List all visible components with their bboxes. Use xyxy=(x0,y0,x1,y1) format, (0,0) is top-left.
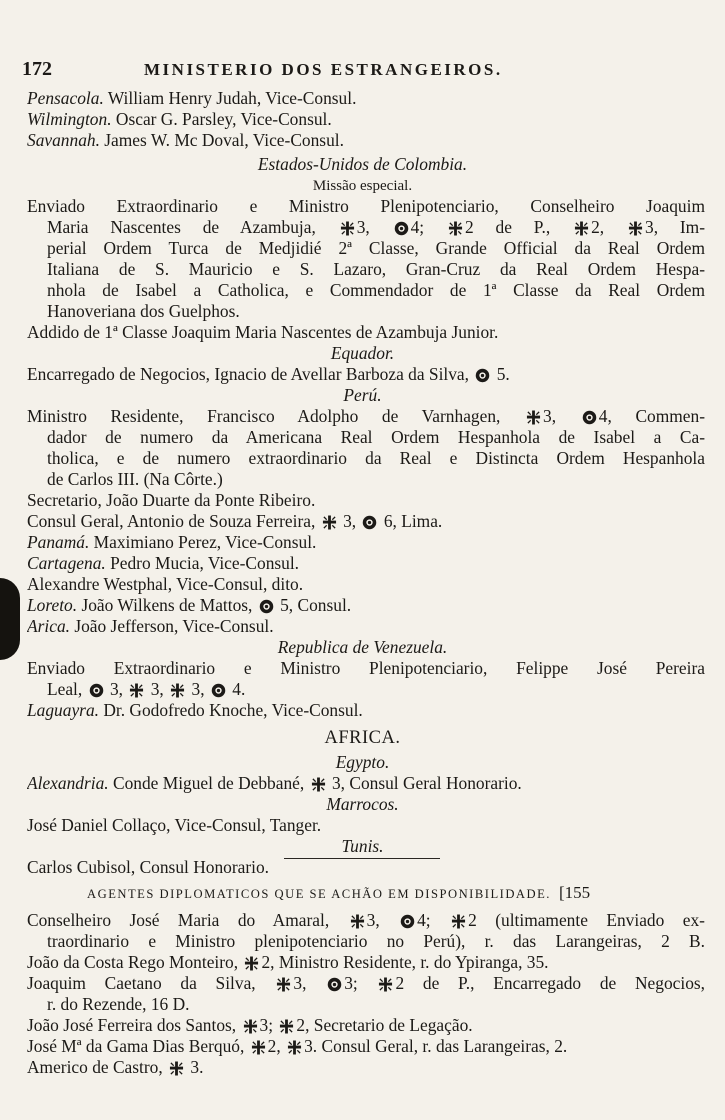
entry-line: Secretario, João Duarte da Ponte Ribeiro. xyxy=(27,490,316,510)
entry-line: perial Ordem Turca de Medjidié 2ª Classe, Grande Official da Real Ordem xyxy=(47,238,705,258)
section-heading: Egypto. xyxy=(335,752,390,772)
cross-order-icon xyxy=(322,515,337,530)
section-heading: Tunis. xyxy=(341,836,384,856)
entry-line: João da Costa Rego Monteiro, 2, Ministro Residente, r. do Ypiranga, 35. xyxy=(27,952,549,972)
cross-order-icon xyxy=(169,1061,184,1076)
section-heading: Republica de Venezuela. xyxy=(277,637,448,657)
star-order-icon xyxy=(211,683,226,698)
section-rule xyxy=(284,858,440,859)
section-heading: Estados-Unidos de Colombia. xyxy=(257,154,468,174)
section-heading: Equador. xyxy=(330,343,395,363)
entry-line: João José Ferreira dos Santos, 3; 2, Secretario de Legação. xyxy=(27,1015,473,1035)
entry-line: Conselheiro José Maria do Amaral, 3, 4; 2 (ultimamente Enviado ex- xyxy=(27,910,705,930)
star-order-icon xyxy=(327,977,342,992)
star-order-icon xyxy=(89,683,104,698)
entry-line: Ministro Residente, Francisco Adolpho de Varnhagen, 3, 4, Commen- xyxy=(27,406,705,426)
entry-line: José Mª da Gama Dias Berquó, 2, 3. Consul Geral, r. das Larangeiras, 2. xyxy=(27,1036,568,1056)
cross-order-icon xyxy=(244,956,259,971)
entry-line: Cartagena. Pedro Mucia, Vice-Consul. xyxy=(27,553,300,573)
entry-line: José Daniel Collaço, Vice-Consul, Tanger. xyxy=(27,815,322,835)
cross-order-icon xyxy=(279,1019,294,1034)
star-order-icon xyxy=(475,368,490,383)
cross-order-icon xyxy=(350,914,365,929)
entry-line: Americo de Castro, 3. xyxy=(27,1057,204,1077)
entry-line: Hanoveriana dos Guelphos. xyxy=(47,301,240,321)
entry-line: Wilmington. Oscar G. Parsley, Vice-Consul. xyxy=(27,109,332,129)
cross-order-icon xyxy=(448,221,463,236)
entry-line: tholica, e de numero extraordinario da Real e Distincta Ordem Hespanhola xyxy=(47,448,705,468)
entry-line: dador de numero da Americana Real Ordem Hespanhola de Isabel a Ca- xyxy=(47,427,705,447)
page-ref: [155 xyxy=(558,883,591,902)
entry-line: Laguayra. Dr. Godofredo Knoche, Vice-Consul. xyxy=(27,700,363,720)
entry-line: Loreto. João Wilkens de Mattos, 5, Consul. xyxy=(27,595,352,615)
entry-line: Carlos Cubisol, Consul Honorario. xyxy=(27,857,270,877)
cross-order-icon xyxy=(311,777,326,792)
cross-order-icon xyxy=(129,683,144,698)
page-number: 172 xyxy=(22,58,52,80)
entry-line: Addido de 1ª Classe Joaquim Maria Nascentes de Azambuja Junior. xyxy=(27,322,499,342)
star-order-icon xyxy=(400,914,415,929)
cross-order-icon xyxy=(287,1040,302,1055)
entry-line: Pensacola. William Henry Judah, Vice-Consul. xyxy=(27,88,357,108)
entry-line: nhola de Isabel a Catholica, e Commendador de 1ª Classe da Real Ordem xyxy=(47,280,705,300)
cross-order-icon xyxy=(378,977,393,992)
entry-line: Arica. João Jefferson, Vice-Consul. xyxy=(27,616,274,636)
cross-order-icon xyxy=(628,221,643,236)
entry-line: Maria Nascentes de Azambuja, 3, 4; 2 de P., 2, 3, Im- xyxy=(47,217,705,237)
cross-order-icon xyxy=(170,683,185,698)
cross-order-icon xyxy=(574,221,589,236)
page-header xyxy=(22,58,705,82)
star-order-icon xyxy=(394,221,409,236)
entry-line: Enviado Extraordinario e Ministro Plenipotenciario, Conselheiro Joaquim xyxy=(27,196,705,216)
disponibilidade-heading: AGENTES DIPLOMATICOS QUE SE ACHÃO EM DISPONIBILIDADE. [155 xyxy=(87,883,591,902)
cross-order-icon xyxy=(243,1019,258,1034)
entry-line: Alexandre Westphal, Vice-Consul, dito. xyxy=(27,574,304,594)
entry-line: Savannah. James W. Mc Doval, Vice-Consul. xyxy=(27,130,344,150)
star-order-icon xyxy=(259,599,274,614)
entry-line: Enviado Extraordinario e Ministro Plenipotenciario, Felippe José Pereira xyxy=(27,658,705,678)
entry-line: Panamá. Maximiano Perez, Vice-Consul. xyxy=(27,532,317,552)
entry-line: Consul Geral, Antonio de Souza Ferreira, 3, 6, Lima. xyxy=(27,511,443,531)
entry-line: Italiana de S. Mauricio e S. Lazaro, Gran-Cruz da Real Ordem Hespa- xyxy=(47,259,705,279)
cross-order-icon xyxy=(340,221,355,236)
section-heading: Marrocos. xyxy=(326,794,399,814)
entry-line: Leal, 3, 3, 3, 4. xyxy=(47,679,246,699)
cross-order-icon xyxy=(526,410,541,425)
entry-line: Encarregado de Negocios, Ignacio de Avellar Barboza da Silva, 5. xyxy=(27,364,510,384)
star-order-icon xyxy=(362,515,377,530)
cross-order-icon xyxy=(276,977,291,992)
section-heading: Perú. xyxy=(343,385,382,405)
entry-line: Joaquim Caetano da Silva, 3, 3; 2 de P., Encarregado de Negocios, xyxy=(27,973,705,993)
cross-order-icon xyxy=(451,914,466,929)
cross-order-icon xyxy=(251,1040,266,1055)
subsection-label: Missão especial. xyxy=(312,178,413,194)
entry-line: r. do Rezende, 16 D. xyxy=(47,994,190,1014)
entry-line: traordinario e Ministro plenipotenciario no Perú), r. das Larangeiras, 2 B. xyxy=(47,931,705,951)
africa-heading: AFRICA. xyxy=(324,728,401,748)
entry-line: de Carlos III. (Na Côrte.) xyxy=(47,469,223,489)
star-order-icon xyxy=(582,410,597,425)
running-head: MINISTERIO DOS ESTRANGEIROS. xyxy=(144,60,503,79)
entry-line: Alexandria. Conde Miguel de Debbané, 3, Consul Geral Honorario. xyxy=(27,773,522,793)
